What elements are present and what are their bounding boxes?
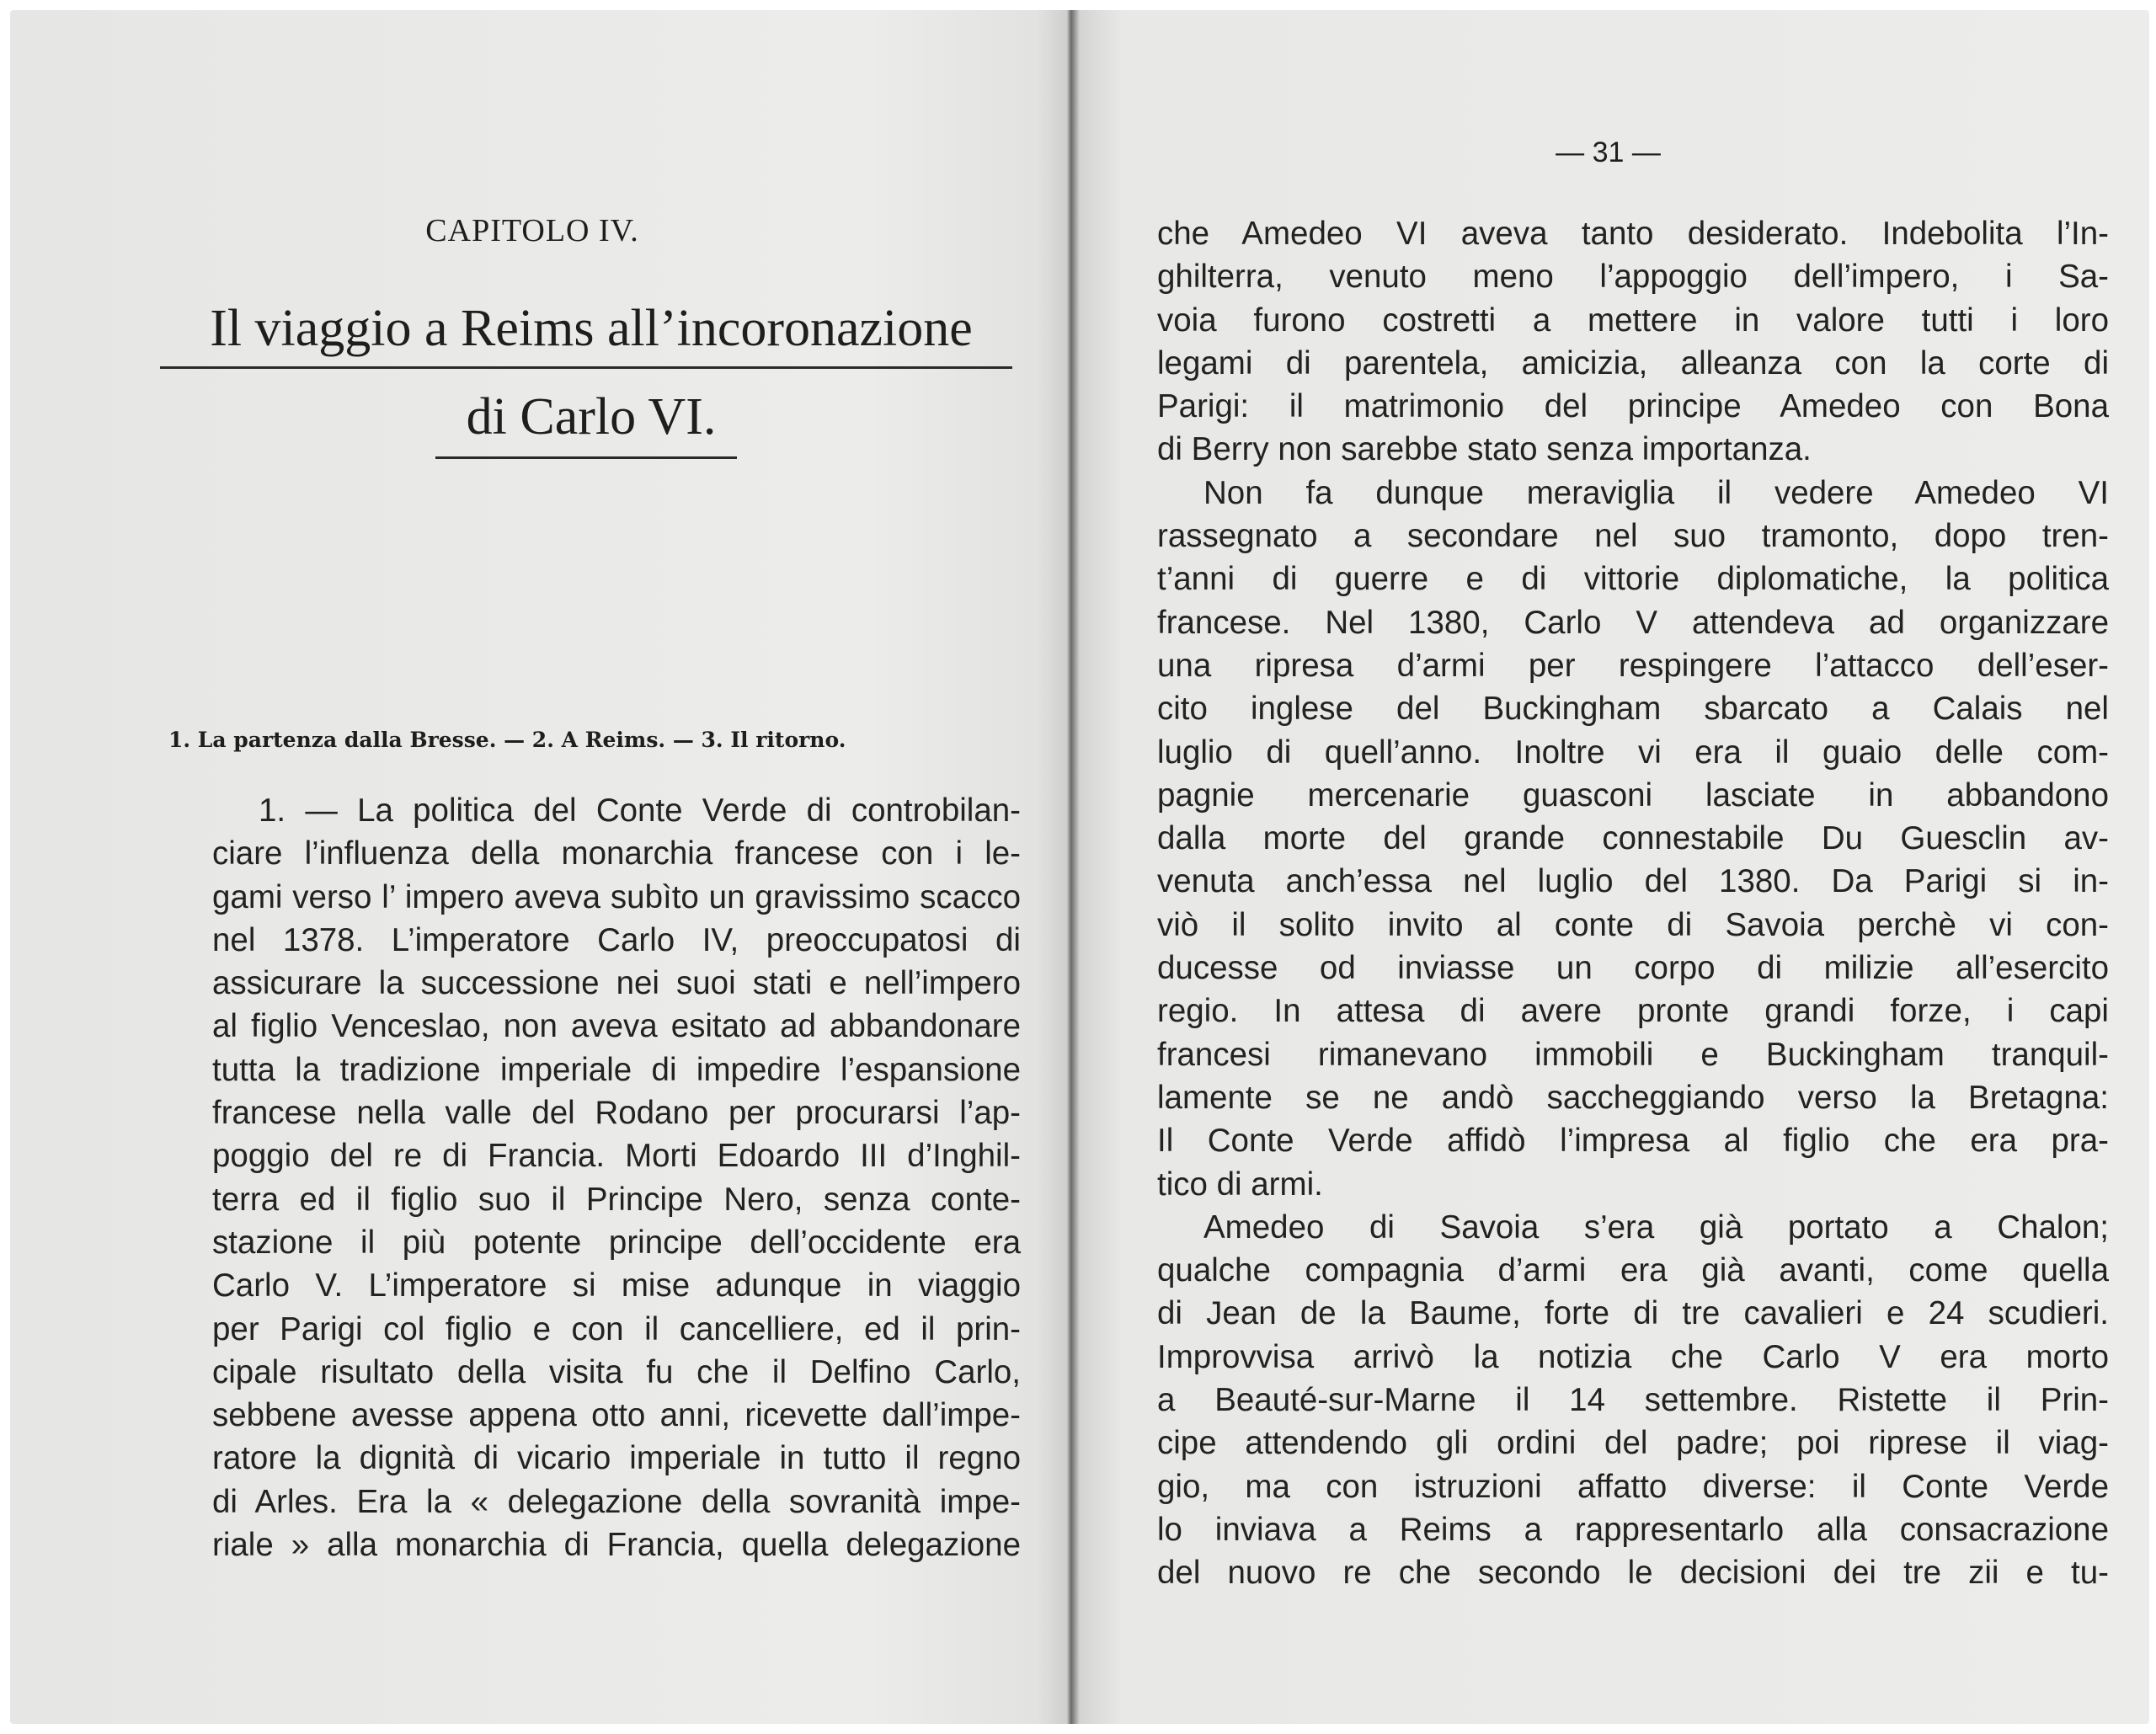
text-line: t’anni di guerre e di vittorie diplomatiche, la politica bbox=[1157, 561, 2109, 598]
text-line: dalla morte del grande connestabile Du Guesclin av- bbox=[1157, 820, 2109, 857]
book-spread bbox=[10, 10, 2149, 1724]
right-body-text bbox=[1157, 212, 2109, 1595]
paragraph bbox=[1157, 212, 2109, 472]
text-line: Amedeo di Savoia s’era già portato a Chalon; bbox=[1203, 1208, 2109, 1246]
text-line: gami verso l’ impero aveva subìto un gravissimo scacco bbox=[212, 878, 1021, 915]
text-line: Improvvisa arrivò la notizia che Carlo V era morto bbox=[1157, 1338, 2109, 1375]
text-line: per Parigi col figlio e con il cancelliere, ed il prin- bbox=[212, 1310, 1021, 1347]
text-line: Non fa dunque meraviglia il vedere Amedeo VI bbox=[1203, 474, 2109, 511]
text-line: luglio di quell’anno. Inoltre vi era il guaio delle com- bbox=[1157, 734, 2109, 771]
text-line: ducesse od inviasse un corpo di milizie all’esercito bbox=[1157, 950, 2109, 987]
text-line: Carlo V. L’imperatore si mise adunque in viaggio bbox=[212, 1267, 1021, 1305]
text-line: lamente se ne andò saccheggiando verso la Bretagna: bbox=[1157, 1079, 2109, 1116]
text-line: qualche compagnia d’armi era già avanti, come quella bbox=[1157, 1252, 2109, 1289]
text-line: a Beauté-sur-Marne il 14 settembre. Ristette il Prin- bbox=[1157, 1382, 2109, 1419]
text-line: stazione il più potente principe dell’occidente era bbox=[212, 1224, 1021, 1261]
text-line: francese. Nel 1380, Carlo V attendeva ad organizzare bbox=[1157, 604, 2109, 641]
left-page bbox=[10, 10, 1054, 1724]
text-line: nel 1378. L’imperatore Carlo IV, preoccupatosi di bbox=[212, 921, 1021, 958]
text-line: del nuovo re che secondo le decisioni dei tre zii e tu- bbox=[1157, 1555, 2109, 1592]
text-line: regio. In attesa di avere pronte grandi forze, i capi bbox=[1157, 993, 2109, 1030]
text-line: al figlio Venceslao, non aveva esitato ad abbandonare bbox=[212, 1008, 1021, 1045]
text-line: viò il solito invito al conte di Savoia perchè vi con- bbox=[1157, 906, 2109, 943]
right-page bbox=[1067, 10, 2149, 1724]
text-line: cito inglese del Buckingham sbarcato a Calais nel bbox=[1157, 691, 2109, 728]
text-line: terra ed il figlio suo il Principe Nero, senza conte- bbox=[212, 1181, 1021, 1218]
text-line: ghilterra, venuto meno l’appoggio dell’impero, i Sa- bbox=[1157, 259, 2109, 296]
text-line: ciare l’influenza della monarchia francese con i le- bbox=[212, 835, 1021, 872]
text-line: di Arles. Era la « delegazione della sovranità impe- bbox=[212, 1483, 1021, 1520]
text-line: rassegnato a secondare nel suo tramonto, dopo tren- bbox=[1157, 518, 2109, 555]
text-line: lo inviava a Reims a rappresentarlo alla consacrazione bbox=[1157, 1511, 2109, 1548]
text-line: voia furono costretti a mettere in valore tutti i loro bbox=[1157, 301, 2109, 339]
text-line: cipale risultato della visita fu che il Delfino Carlo, bbox=[212, 1353, 1021, 1390]
paragraph bbox=[1157, 1206, 2109, 1595]
chapter-summary: 1. La partenza dalla Bresse. — 2. A Reims. — 3. Il ritorno. bbox=[168, 728, 846, 752]
text-line: di Berry non sarebbe stato senza importanza. bbox=[1157, 431, 1812, 468]
text-line: francesi rimanevano immobili e Buckingham tranquil- bbox=[1157, 1036, 2109, 1073]
text-line: ratore la dignità di vicario imperiale in tutto il regno bbox=[212, 1440, 1021, 1477]
text-line: che Amedeo VI aveva tanto desiderato. Indebolita l’In- bbox=[1157, 216, 2109, 252]
text-line: pagnie mercenarie guasconi lasciate in abbandono bbox=[1157, 776, 2109, 814]
page-number: — 31 — bbox=[1556, 136, 1661, 168]
left-body-text bbox=[166, 789, 1021, 1566]
chapter-title-line-2: di Carlo VI. bbox=[466, 388, 717, 446]
paragraph bbox=[1157, 472, 2109, 1206]
text-line: una ripresa d’armi per respingere l’attacco dell’eser- bbox=[1157, 647, 2109, 684]
text-line: assicurare la successione nei suoi stati e nell’impero bbox=[212, 965, 1021, 1002]
text-line: di Jean de la Baume, forte di tre cavalieri e 24 scudieri. bbox=[1157, 1295, 2109, 1332]
text-line: poggio del re di Francia. Morti Edoardo III d’Inghil- bbox=[212, 1138, 1021, 1175]
paragraph bbox=[166, 789, 1021, 1566]
text-line: legami di parentela, amicizia, alleanza con la corte di bbox=[1157, 344, 2109, 381]
text-line: tico di armi. bbox=[1157, 1166, 1323, 1203]
title-underline-2 bbox=[435, 456, 737, 459]
text-line: gio, ma con istruzioni affatto diverse: il Conte Verde bbox=[1157, 1468, 2109, 1505]
text-line: cipe attendendo gli ordini del padre; poi riprese il viag- bbox=[1157, 1425, 2109, 1462]
title-underline-1 bbox=[160, 366, 1012, 369]
text-line: riale » alla monarchia di Francia, quella delegazione bbox=[212, 1527, 1021, 1564]
text-line: tutta la tradizione imperiale di impedire l’espansione bbox=[212, 1051, 1021, 1088]
text-line: Il Conte Verde affidò l’impresa al figlio che era pra- bbox=[1157, 1123, 2109, 1160]
text-line: Parigi: il matrimonio del principe Amedeo con Bona bbox=[1157, 388, 2109, 425]
chapter-title-line-1: Il viaggio a Reims all’incoronazione bbox=[210, 300, 973, 357]
text-line: francese nella valle del Rodano per procurarsi l’ap- bbox=[212, 1095, 1021, 1132]
chapter-label: CAPITOLO IV. bbox=[425, 213, 639, 248]
text-line: 1. — La politica del Conte Verde di controbilan- bbox=[259, 792, 1021, 829]
text-line: sebbene avesse appena otto anni, ricevette dall’impe- bbox=[212, 1397, 1021, 1434]
text-line: venuta anch’essa nel luglio del 1380. Da Parigi si in- bbox=[1157, 863, 2109, 900]
